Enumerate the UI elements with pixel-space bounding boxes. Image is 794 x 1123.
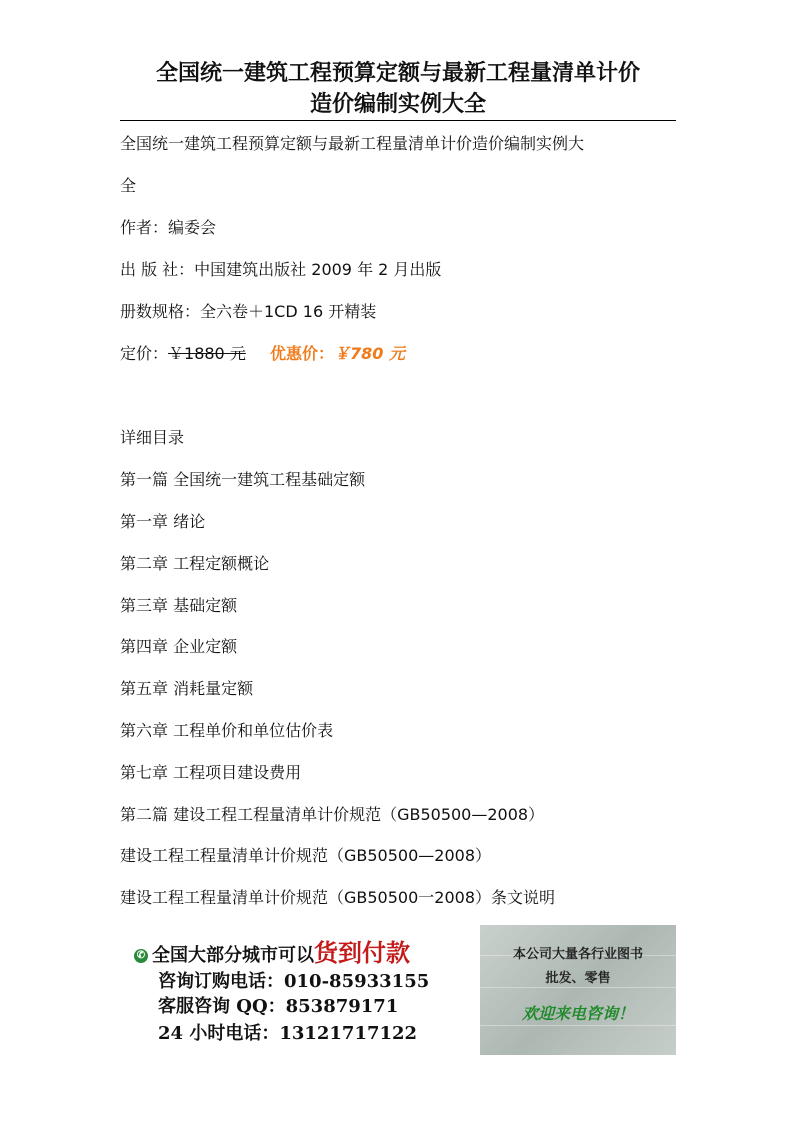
cod-lead: 全国大部分城市可以 xyxy=(152,945,314,966)
toc-item: 第一篇 全国统一建筑工程基础定额 xyxy=(120,470,366,489)
toc-item: 第一章 绪论 xyxy=(120,512,206,531)
book-name-line-1: 全国统一建筑工程预算定额与最新工程量清单计价造价编制实例大 xyxy=(120,134,585,153)
order-phone: 咨询订购电话：010-85933155 xyxy=(158,971,430,992)
author-line: 作者：编委会 xyxy=(120,218,217,237)
wholesale-line-1: 本公司大量各行业图书 xyxy=(512,947,643,962)
wholesale-line-2: 批发、零售 xyxy=(545,971,611,986)
toc-item: 建设工程工程量清单计价规范（GB50500一2008）条文说明 xyxy=(120,888,555,907)
hotline: 24 小时电话：13121717122 xyxy=(158,1023,418,1044)
price-label: 定价： xyxy=(120,344,169,363)
wholesale-banner xyxy=(480,925,676,1055)
contact-banner xyxy=(120,925,470,1055)
cod-text: 货到付款 xyxy=(314,938,410,967)
title-line-1: 全国统一建筑工程预算定额与最新工程量清单计价 xyxy=(155,60,640,86)
toc-item: 第二章 工程定额概论 xyxy=(120,554,270,573)
promo-price: ￥780 元 xyxy=(334,344,406,363)
service-qq: 客服咨询 QQ：853879171 xyxy=(158,996,399,1017)
specs-line: 册数规格：全六卷＋1CD 16 开精装 xyxy=(120,302,377,321)
toc-item: 第四章 企业定额 xyxy=(120,637,238,656)
toc-item: 第二篇 建设工程工程量清单计价规范（GB50500—2008） xyxy=(120,805,545,824)
book-name-line-2: 全 xyxy=(120,176,137,195)
title-divider xyxy=(120,120,676,121)
toc-heading: 详细目录 xyxy=(120,428,185,447)
toc-item: 建设工程工程量清单计价规范（GB50500—2008） xyxy=(120,846,491,865)
publisher-line: 出 版 社：中国建筑出版社 2009 年 2 月出版 xyxy=(120,260,442,279)
toc-item: 第五章 消耗量定额 xyxy=(120,679,254,698)
promo-label: 优惠价： xyxy=(270,344,335,363)
toc-item: 第三章 基础定额 xyxy=(120,596,238,615)
title-line-2: 造价编制实例大全 xyxy=(309,91,486,117)
phone-icon: ✆ xyxy=(134,949,148,963)
original-price: ￥1880 元 xyxy=(168,344,246,363)
toc-item: 第六章 工程单价和单位估价表 xyxy=(120,721,334,740)
price-line xyxy=(120,344,405,364)
document-title xyxy=(120,58,676,120)
toc-item: 第七章 工程项目建设费用 xyxy=(120,763,302,782)
welcome-text: 欢迎来电咨询！ xyxy=(521,1004,634,1023)
